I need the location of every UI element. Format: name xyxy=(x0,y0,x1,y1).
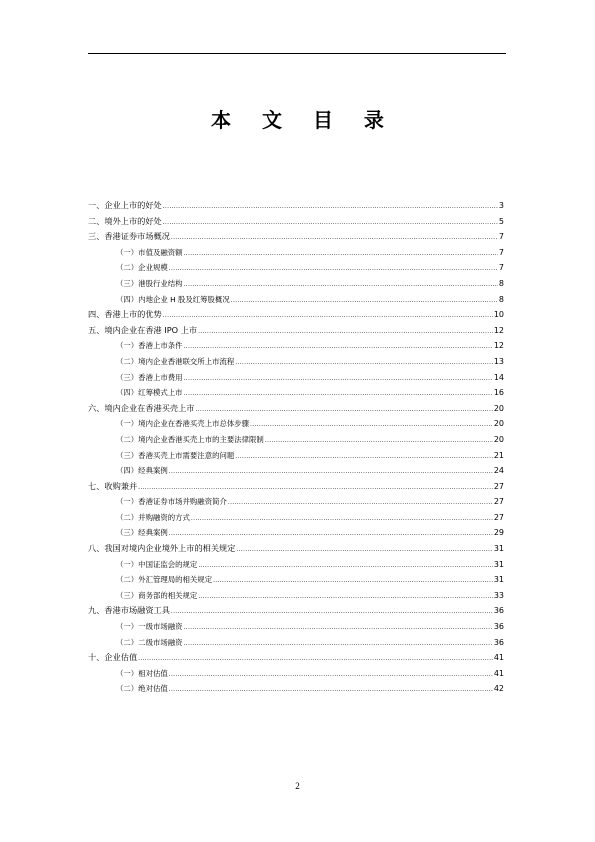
toc-section-entry[interactable] xyxy=(88,463,504,479)
toc-entry-page: 10 xyxy=(493,310,504,320)
toc-section-entry[interactable] xyxy=(88,276,504,292)
toc-entry-title: （二）二级市场融资 xyxy=(116,637,183,647)
toc-dot-leader xyxy=(228,494,493,511)
toc-dot-leader xyxy=(265,432,493,449)
toc-entry-title: （二）企业规模 xyxy=(116,263,168,273)
toc-section-entry[interactable] xyxy=(88,354,504,370)
toc-entry-title: （一）境内企业在香港买壳上市总体步骤 xyxy=(116,419,250,429)
toc-dot-leader xyxy=(169,681,493,698)
toc-dot-leader xyxy=(163,214,498,231)
toc-entry-page: 8 xyxy=(498,294,504,304)
toc-dot-leader xyxy=(236,541,492,558)
toc-entry-page: 14 xyxy=(493,372,504,382)
toc-entry-page: 36 xyxy=(493,637,504,647)
toc-entry-page: 7 xyxy=(498,232,504,242)
toc-section-entry[interactable] xyxy=(88,370,504,386)
toc-chapter-entry[interactable] xyxy=(88,650,504,666)
toc-chapter-entry[interactable] xyxy=(88,198,504,214)
header-rule xyxy=(88,53,506,54)
toc-entry-title: 二、境外上市的好处 xyxy=(88,215,162,226)
toc-entry-page: 20 xyxy=(493,434,504,444)
toc-entry-title: （二）外汇管理局的相关规定 xyxy=(116,575,213,585)
toc-entry-page: 7 xyxy=(498,247,504,257)
toc-entry-title: 四、香港上市的优势 xyxy=(88,309,162,320)
toc-entry-title: 七、收购兼并 xyxy=(88,480,138,491)
toc-entry-page: 13 xyxy=(493,356,504,366)
toc-dot-leader xyxy=(184,338,493,355)
toc-entry-page: 31 xyxy=(493,559,504,569)
toc-dot-leader xyxy=(171,229,498,246)
toc-entry-title: 五、境内企业在香港 IPO 上市 xyxy=(88,324,198,335)
toc-section-entry[interactable] xyxy=(88,260,504,276)
toc-section-entry[interactable] xyxy=(88,416,504,432)
toc-section-entry[interactable] xyxy=(88,448,504,464)
toc-entry-page: 41 xyxy=(493,653,504,663)
toc-dot-leader xyxy=(250,416,493,433)
toc-entry-page: 3 xyxy=(498,201,504,210)
toc-dot-leader xyxy=(213,572,493,589)
toc-chapter-entry[interactable] xyxy=(88,229,504,245)
toc-dot-leader xyxy=(184,370,493,387)
toc-dot-leader xyxy=(184,276,498,293)
toc-entry-title: （三）商务部的相关规定 xyxy=(116,590,198,600)
toc-section-entry[interactable] xyxy=(88,572,504,588)
toc-chapter-entry[interactable] xyxy=(88,401,504,417)
toc-entry-title: 三、香港证券市场概况 xyxy=(88,231,170,242)
toc-entry-title: 九、香港市场融资工具 xyxy=(88,605,170,616)
toc-dot-leader xyxy=(169,260,498,277)
toc-chapter-entry[interactable] xyxy=(88,214,504,230)
toc-entry-title: （二）并购融资的方式 xyxy=(116,512,190,522)
toc-entry-page: 33 xyxy=(493,590,504,600)
toc-dot-leader xyxy=(184,385,493,402)
toc-dot-leader xyxy=(191,510,493,527)
page-title: 本 文 目 录 xyxy=(211,108,396,132)
toc-entry-page: 27 xyxy=(493,497,504,507)
toc-entry-title: （一）香港上市条件 xyxy=(116,341,183,351)
toc-section-entry[interactable] xyxy=(88,588,504,604)
toc-dot-leader xyxy=(138,479,493,496)
toc-chapter-entry[interactable] xyxy=(88,323,504,339)
toc-section-entry[interactable] xyxy=(88,338,504,354)
toc-section-entry[interactable] xyxy=(88,635,504,651)
toc-section-entry[interactable] xyxy=(88,432,504,448)
toc-entry-page: 12 xyxy=(493,341,504,351)
toc-entry-page: 24 xyxy=(493,466,504,476)
toc-section-entry[interactable] xyxy=(88,525,504,541)
toc-dot-leader xyxy=(169,525,493,542)
toc-dot-leader xyxy=(198,557,493,574)
table-of-contents xyxy=(88,198,504,697)
toc-entry-title: （一）市值及融资额 xyxy=(116,247,183,257)
toc-section-entry[interactable] xyxy=(88,681,504,697)
toc-chapter-entry[interactable] xyxy=(88,603,504,619)
toc-entry-title: （二）境内企业香港买壳上市的主要法律限制 xyxy=(116,434,264,444)
toc-entry-title: 八、我国对境内企业境外上市的相关规定 xyxy=(88,543,236,554)
page-number: 2 xyxy=(295,781,300,791)
toc-section-entry[interactable] xyxy=(88,292,504,308)
toc-entry-page: 20 xyxy=(493,419,504,429)
toc-section-entry[interactable] xyxy=(88,666,504,682)
toc-entry-title: （四）内地企业 H 股及红筹股概况 xyxy=(116,294,230,304)
toc-entry-page: 36 xyxy=(493,606,504,616)
toc-entry-page: 12 xyxy=(493,325,504,335)
toc-entry-page: 20 xyxy=(493,403,504,413)
toc-entry-title: （一）香港证券市场并购融资简介 xyxy=(116,497,227,507)
toc-dot-leader xyxy=(231,292,498,309)
toc-entry-page: 41 xyxy=(493,668,504,678)
toc-dot-leader xyxy=(235,354,493,371)
toc-entry-title: （三）香港买壳上市需要注意的问题 xyxy=(116,450,235,460)
toc-entry-page: 36 xyxy=(493,622,504,632)
toc-section-entry[interactable] xyxy=(88,494,504,510)
toc-entry-title: （四）红筹模式上市 xyxy=(116,388,183,398)
toc-section-entry[interactable] xyxy=(88,510,504,526)
toc-dot-leader xyxy=(184,619,493,636)
toc-section-entry[interactable] xyxy=(88,385,504,401)
toc-dot-leader xyxy=(235,448,493,465)
toc-section-entry[interactable] xyxy=(88,557,504,573)
toc-dot-leader xyxy=(169,666,493,683)
toc-entry-title: （三）港股行业结构 xyxy=(116,278,183,288)
toc-chapter-entry[interactable] xyxy=(88,479,504,495)
toc-entry-page: 7 xyxy=(498,263,504,273)
toc-entry-title: （一）一级市场融资 xyxy=(116,622,183,632)
toc-entry-page: 29 xyxy=(493,528,504,538)
toc-chapter-entry[interactable] xyxy=(88,541,504,557)
toc-entry-page: 21 xyxy=(493,450,504,460)
toc-dot-leader xyxy=(184,635,493,652)
toc-entry-title: （二）绝对估值 xyxy=(116,684,168,694)
toc-section-entry[interactable] xyxy=(88,619,504,635)
toc-dot-leader xyxy=(171,603,493,620)
toc-section-entry[interactable] xyxy=(88,245,504,261)
toc-entry-title: 十、企业估值 xyxy=(88,652,138,663)
toc-entry-page: 5 xyxy=(498,216,504,226)
toc-dot-leader xyxy=(169,463,493,480)
toc-dot-leader xyxy=(198,323,493,340)
toc-entry-page: 31 xyxy=(493,575,504,585)
toc-dot-leader xyxy=(163,307,493,324)
toc-entry-page: 27 xyxy=(493,512,504,522)
toc-dot-leader xyxy=(198,588,493,605)
toc-dot-leader xyxy=(195,401,492,418)
toc-entry-page: 8 xyxy=(498,278,504,288)
toc-entry-page: 27 xyxy=(493,481,504,491)
toc-dot-leader xyxy=(138,650,493,667)
toc-entry-title: 六、境内企业在香港买壳上市 xyxy=(88,402,195,413)
toc-entry-title: 一、企业上市的好处 xyxy=(88,200,162,210)
toc-entry-page: 31 xyxy=(493,544,504,554)
toc-entry-title: （四）经典案例 xyxy=(116,466,168,476)
toc-entry-title: （三）香港上市费用 xyxy=(116,372,183,382)
toc-entry-page: 16 xyxy=(493,388,504,398)
toc-entry-title: （一）相对估值 xyxy=(116,668,168,678)
toc-dot-leader xyxy=(184,245,498,262)
toc-entry-title: （三）经典案例 xyxy=(116,528,168,538)
toc-entry-title: （二）境内企业香港联交所上市流程 xyxy=(116,356,235,366)
toc-entry-title: （一）中国证监会的规定 xyxy=(116,559,198,569)
toc-chapter-entry[interactable] xyxy=(88,307,504,323)
toc-entry-page: 42 xyxy=(493,684,504,694)
toc-dot-leader xyxy=(163,198,498,215)
